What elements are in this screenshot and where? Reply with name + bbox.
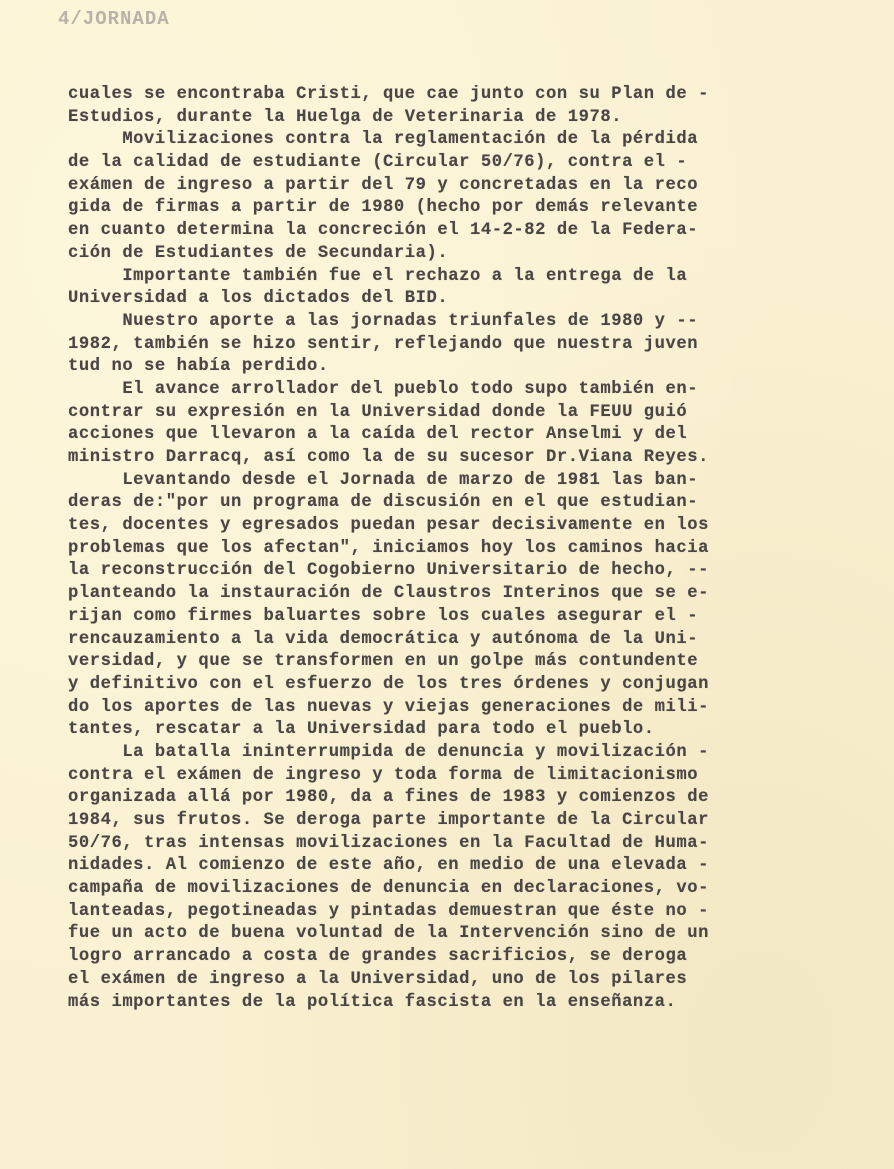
text-line: ción de Estudiantes de Secundaria). (68, 243, 449, 263)
text-line: Nuestro aporte a las jornadas triunfales de 1980 y -- (68, 311, 699, 331)
text-line: exámen de ingreso a partir del 79 y concretadas en la reco (68, 175, 699, 195)
text-line: de la calidad de estudiante (Circular 50/76), contra el - (68, 153, 688, 173)
text-line: 50/76, tras intensas movilizaciones en la Facultad de Huma- (68, 833, 709, 853)
text-line: El avance arrollador del pueblo todo supo también en- (68, 379, 699, 399)
text-line: tes, docentes y egresados puedan pesar decisivamente en los (68, 516, 709, 536)
text-line: versidad, y que se transformen en un golpe más contundente (68, 652, 699, 672)
text-line: Importante también fue el rechazo a la entrega de la (68, 266, 688, 286)
text-line: ministro Darracq, así como la de su sucesor Dr.Viana Reyes. (68, 448, 709, 467)
text-line: 1982, también se hizo sentir, reflejando que nuestra juven (68, 334, 699, 354)
text-line: rencauzamiento a la vida democrática y autónoma de la Uni- (68, 629, 699, 649)
text-line: lanteadas, pegotineadas y pintadas demuestran que éste no - (68, 901, 709, 921)
text-line: Universidad a los dictados del BID. (68, 289, 449, 309)
text-line: rijan como firmes baluartes sobre los cuales asegurar el - (68, 606, 699, 626)
text-line: Estudios, durante la Huelga de Veterinaria de 1978. (68, 107, 623, 127)
text-line: organizada allá por 1980, da a fines de 1983 y comienzos de (68, 788, 709, 808)
text-line: contrar su expresión en la Universidad donde la FEUU guió (68, 402, 688, 422)
text-line: deras de:"por un programa de discusión en el que estudian- (68, 493, 699, 513)
text-line: la reconstrucción del Cogobierno Universitario de hecho, -- (68, 561, 709, 581)
text-line: campaña de movilizaciones de denuncia en declaraciones, vo- (68, 879, 709, 899)
text-line: el exámen de ingreso a la Universidad, uno de los pilares (68, 969, 688, 989)
text-line: La batalla ininterrumpida de denuncia y movilización - (68, 742, 709, 762)
text-line: en cuanto determina la concreción el 14-2-82 de la Federa- (68, 221, 699, 241)
text-line: gida de firmas a partir de 1980 (hecho por demás relevante (68, 198, 699, 218)
text-line: y definitivo con el esfuerzo de los tres órdenes y conjugan (68, 674, 709, 694)
text-line: fue un acto de buena voluntad de la Intervención sino de un (68, 924, 709, 944)
text-line: planteando la instauración de Claustros Interinos que se e- (68, 584, 709, 604)
text-line: tud no se había perdido. (68, 357, 329, 377)
text-line: tantes, rescatar a la Universidad para todo el pueblo. (68, 720, 655, 740)
text-line: Levantando desde el Jornada de marzo de 1981 las ban- (68, 470, 699, 490)
text-line: cuales se encontraba Cristi, que cae junto con su Plan de - (68, 85, 709, 104)
text-line: nidades. Al comienzo de este año, en medio de una elevada - (68, 856, 709, 876)
document-body (68, 84, 848, 1014)
page-header-marker: 4/JORNADA (58, 8, 170, 30)
text-line: contra el exámen de ingreso y toda forma de limitacionismo (68, 765, 699, 785)
text-line: más importantes de la política fascista en la enseñanza. (68, 992, 677, 1012)
text-line: Movilizaciones contra la reglamentación de la pérdida (68, 130, 699, 150)
text-line: do los aportes de las nuevas y viejas generaciones de mili- (68, 697, 709, 717)
text-line: problemas que los afectan", iniciamos hoy los caminos hacia (68, 538, 709, 558)
text-line: acciones que llevaron a la caída del rector Anselmi y del (68, 425, 688, 445)
text-line: logro arrancado a costa de grandes sacrificios, se deroga (68, 947, 688, 967)
text-line: 1984, sus frutos. Se deroga parte importante de la Circular (68, 811, 709, 830)
